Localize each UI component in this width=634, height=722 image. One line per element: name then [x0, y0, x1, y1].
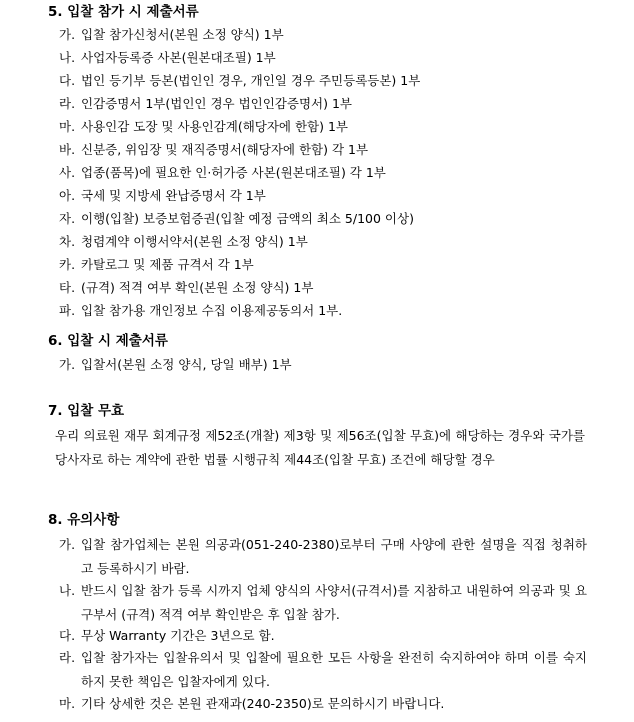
item-marker: 바. — [59, 142, 76, 157]
list-item — [59, 141, 592, 159]
item-text: 법인 등기부 등본(법인인 경우, 개인일 경우 주민등록등본) 1부 — [81, 73, 421, 88]
item-text: 반드시 입찰 참가 등록 시까지 업체 양식의 사양서(규격서)를 지참하고 내원하여 의공과 및 요구부서 (규격) 적격 여부 확인받은 후 입찰 참가. — [81, 583, 587, 622]
list-item — [59, 210, 592, 228]
item-marker: 자. — [59, 211, 76, 226]
list-item — [59, 26, 592, 44]
list-item — [59, 187, 592, 205]
item-marker: 라. — [59, 96, 76, 111]
item-text: 사업자등록증 사본(원본대조필) 1부 — [81, 50, 276, 65]
item-text: 무상 Warranty 기간은 3년으로 함. — [81, 628, 275, 643]
item-text: 기타 상세한 것은 본원 관재과(240-2350)로 문의하시기 바랍니다. — [81, 696, 445, 711]
item-marker: 마. — [59, 696, 76, 711]
item-marker: 마. — [59, 119, 76, 134]
list-item — [59, 256, 592, 274]
list-item — [59, 164, 592, 182]
item-marker: 아. — [59, 188, 76, 203]
list-item — [59, 233, 592, 251]
section-8-title: 8. 유의사항 — [48, 512, 120, 528]
section-7-title: 7. 입찰 무효 — [48, 403, 125, 419]
list-item — [59, 624, 587, 648]
item-text: 입찰 참가자는 입찰유의서 및 입찰에 필요한 모든 사항을 완전히 숙지하여야 하며 이를 숙지하지 못한 책임은 입찰자에게 있다. — [81, 650, 587, 689]
item-text: 인감증명서 1부(법인인 경우 법인인감증명서) 1부 — [81, 96, 352, 111]
list-item — [59, 279, 592, 297]
item-text: 청렴계약 이행서약서(본원 소정 양식) 1부 — [81, 234, 308, 249]
item-marker: 가. — [59, 27, 76, 42]
list-item — [59, 302, 592, 320]
list-item — [59, 692, 587, 716]
list-item — [59, 533, 587, 580]
item-text: (규격) 적격 여부 확인(본원 소정 양식) 1부 — [81, 280, 314, 295]
item-text: 입찰서(본원 소정 양식, 당일 배부) 1부 — [81, 357, 292, 372]
item-marker: 차. — [59, 234, 76, 249]
item-text: 신분증, 위임장 및 재직증명서(해당자에 한함) 각 1부 — [81, 142, 369, 157]
item-text: 사용인감 도장 및 사용인감계(해당자에 한함) 1부 — [81, 119, 348, 134]
item-marker: 나. — [59, 50, 76, 65]
section-5-title: 5. 입찰 참가 시 제출서류 — [48, 4, 199, 20]
item-text: 이행(입찰) 보증보험증권(입찰 예정 금액의 최소 5/100 이상) — [81, 211, 414, 226]
list-item — [59, 646, 587, 693]
section-6-title: 6. 입찰 시 제출서류 — [48, 333, 168, 349]
item-marker: 다. — [59, 73, 76, 88]
item-marker: 나. — [59, 583, 76, 598]
item-marker: 가. — [59, 537, 76, 552]
section-7-body: 우리 의료원 재무 회계규정 제52조(개찰) 제3항 및 제56조(입찰 무효)에 해당하는 경우와 국가를 당사자로 하는 계약에 관한 법률 시행규칙 제44조(입찰 무효) 조건에 해당할 경우 — [55, 428, 585, 467]
list-item — [59, 579, 587, 626]
item-text: 업종(품목)에 필요한 인·허가증 사본(원본대조필) 각 1부 — [81, 165, 386, 180]
list-item — [59, 95, 592, 113]
item-text: 입찰 참가신청서(본원 소정 양식) 1부 — [81, 27, 284, 42]
item-marker: 카. — [59, 257, 76, 272]
item-marker: 다. — [59, 628, 76, 643]
item-marker: 사. — [59, 165, 76, 180]
list-item — [59, 49, 592, 67]
item-marker: 파. — [59, 303, 76, 318]
item-marker: 타. — [59, 280, 76, 295]
list-item — [59, 72, 592, 90]
item-marker: 라. — [59, 650, 76, 665]
item-text: 입찰 참가용 개인정보 수집 이용제공동의서 1부. — [81, 303, 343, 318]
item-marker: 가. — [59, 357, 76, 372]
item-text: 입찰 참가업체는 본원 의공과(051-240-2380)로부터 구매 사양에 관한 설명을 직접 청취하고 등록하시기 바람. — [81, 537, 587, 576]
item-text: 국세 및 지방세 완납증명서 각 1부 — [81, 188, 266, 203]
item-text: 카탈로그 및 제품 규격서 각 1부 — [81, 257, 254, 272]
list-item — [59, 118, 592, 136]
list-item — [59, 356, 592, 374]
